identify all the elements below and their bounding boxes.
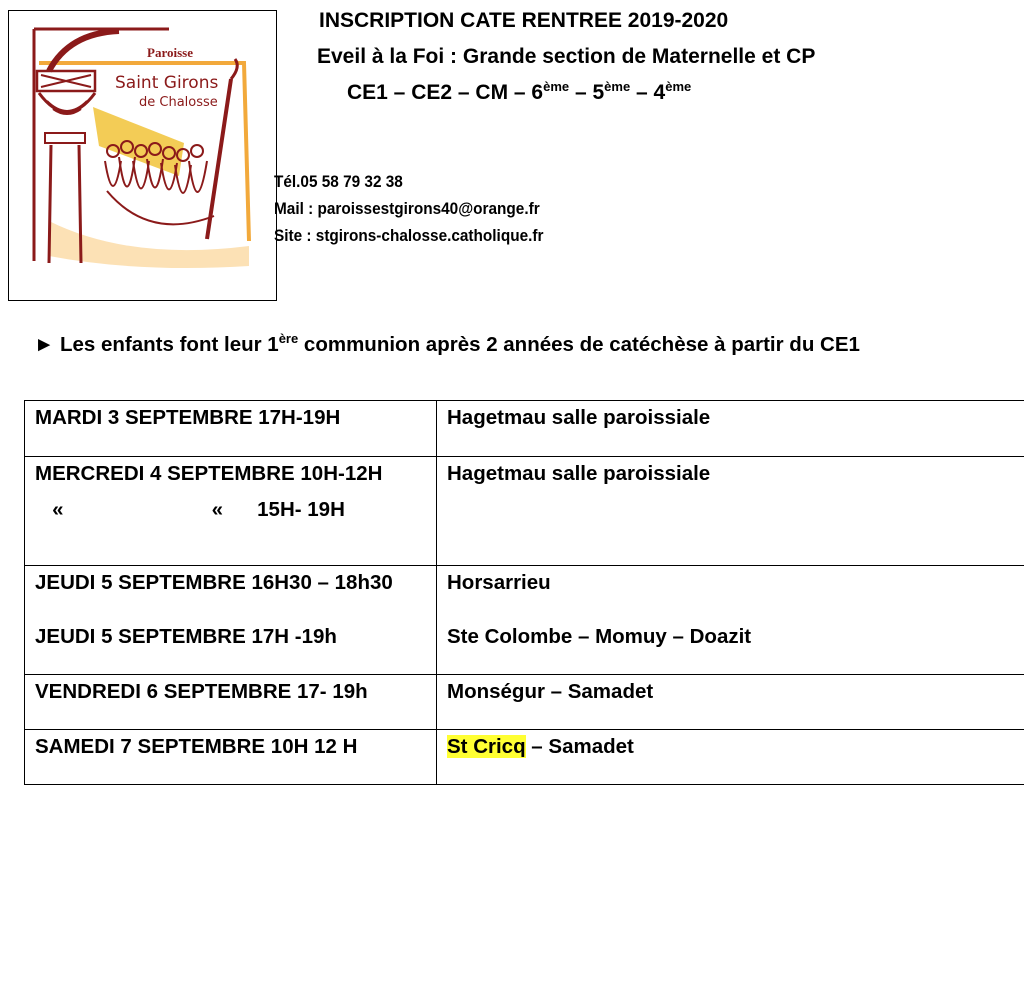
levels-sep-2: – 4 <box>630 81 666 104</box>
schedule-place-cell <box>437 675 1024 730</box>
logo-text-name: Saint Girons <box>115 73 219 93</box>
schedule-date-secondary: « « 15H- 19H <box>35 498 345 521</box>
arrow-icon: ► <box>34 333 55 356</box>
logo-text-region: de Chalosse <box>139 95 218 110</box>
schedule-date-cell <box>25 457 437 566</box>
table-row <box>25 457 1024 566</box>
schedule-place-secondary: Ste Colombe – Momuy – Doazit <box>447 625 752 648</box>
schedule-date: JEUDI 5 SEPTEMBRE 16H30 – 18h30 <box>35 571 393 594</box>
schedule-place: Horsarrieu <box>447 571 551 594</box>
schedule-place-cell <box>437 730 1024 785</box>
logo-text-paroisse: Paroisse <box>147 45 193 60</box>
communion-notice <box>34 331 860 359</box>
parish-logo <box>8 10 277 301</box>
levels-sup-1: ème <box>543 79 570 94</box>
levels-sep-1: – 5 <box>569 81 605 104</box>
notice-text-end: communion après 2 années de catéchèse à partir du CE1 <box>298 333 860 356</box>
schedule-table <box>24 400 1024 785</box>
schedule-date-cell <box>25 730 437 785</box>
contact-email: Mail : paroissestgirons40@orange.fr <box>274 200 540 218</box>
levels-ce: CE1 – CE2 – CM – 6 <box>347 81 544 104</box>
table-row <box>25 401 1024 457</box>
schedule-date-cell <box>25 401 437 457</box>
notice-sup: ère <box>278 331 299 347</box>
table-row <box>25 730 1024 785</box>
class-levels <box>347 80 691 106</box>
schedule-date: VENDREDI 6 SEPTEMBRE 17- 19h <box>35 680 368 703</box>
schedule-place: Hagetmau salle paroissiale <box>447 462 711 485</box>
schedule-place-combined <box>447 734 1014 760</box>
schedule-date-secondary: JEUDI 5 SEPTEMBRE 17H -19h <box>35 625 337 648</box>
table-row <box>25 675 1024 730</box>
levels-sup-3: ème <box>665 79 692 94</box>
table-row <box>25 566 1024 675</box>
levels-sup-2: ème <box>604 79 631 94</box>
page-title: INSCRIPTION CATE RENTREE 2019-2020 <box>319 9 729 32</box>
contact-phone: Tél.05 58 79 32 38 <box>274 173 403 191</box>
schedule-date: MARDI 3 SEPTEMBRE 17H-19H <box>35 406 341 429</box>
schedule-place-cell <box>437 457 1024 566</box>
schedule-date: MERCREDI 4 SEPTEMBRE 10H-12H <box>35 462 383 485</box>
schedule-place-rest: – Samadet <box>525 735 634 758</box>
highlighted-place: St Cricq <box>447 735 526 758</box>
page-subtitle: Eveil à la Foi : Grande section de Maternelle et CP <box>317 45 816 68</box>
notice-text-start: Les enfants font leur 1 <box>54 333 279 356</box>
schedule-place-cell <box>437 401 1024 457</box>
schedule-date-cell <box>25 566 437 675</box>
contact-website: Site : stgirons-chalosse.catholique.fr <box>274 227 544 245</box>
schedule-date-cell <box>25 675 437 730</box>
schedule-place: Hagetmau salle paroissiale <box>447 406 711 429</box>
schedule-place-cell <box>437 566 1024 675</box>
schedule-place: Monségur – Samadet <box>447 680 654 703</box>
church-illustration <box>9 11 275 299</box>
schedule-date: SAMEDI 7 SEPTEMBRE 10H 12 H <box>35 735 358 758</box>
